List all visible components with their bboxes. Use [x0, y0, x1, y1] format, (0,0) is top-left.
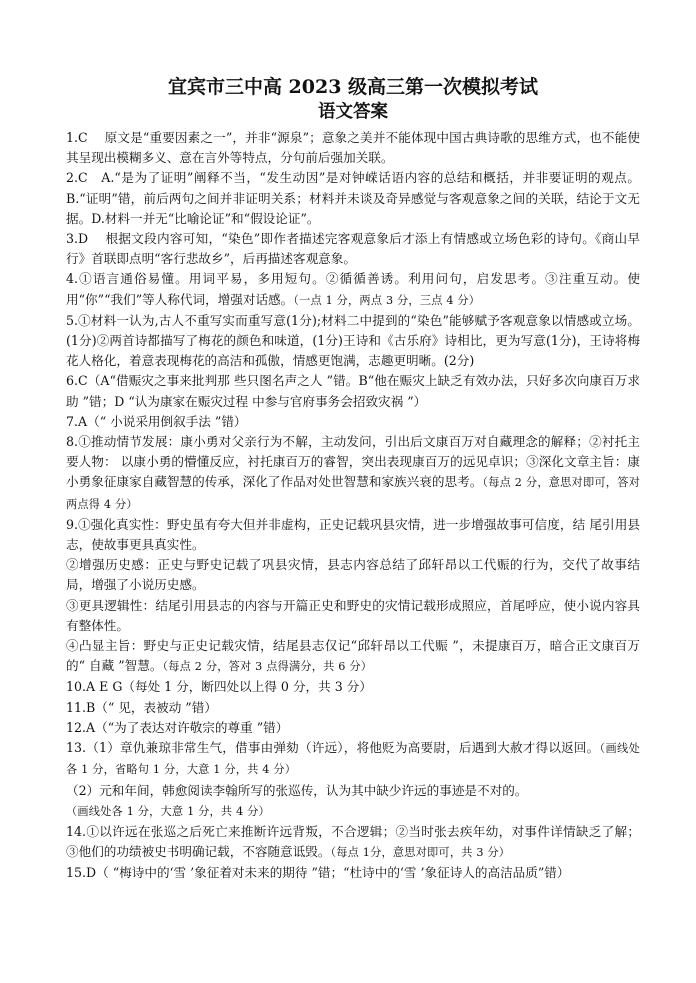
answer-text: 10.A E G（每处 1 分，断四处以上得 0 分，共 3 分） — [66, 679, 372, 695]
answer-q6 — [66, 371, 640, 411]
answer-q4 — [66, 269, 640, 310]
answer-q13-1 — [66, 738, 640, 780]
answer-q7 — [66, 412, 640, 432]
answer-text: ②增强历史感：正史与野史记载了巩县灾情，县志内容总结了邱轩昂以工代赈的行为，交代了故事结局，增强了小说历史感。 — [66, 557, 640, 593]
answer-q3 — [66, 229, 640, 269]
scoring-note: （每点 1分，意思对即可，共 3 分） — [330, 846, 511, 860]
answer-text: 11.B（“ 见，表被动 ”错） — [66, 699, 217, 715]
answer-text: 9.①强化真实性：野史虽有夸大但并非虚构，正史记载巩县灾情，进一步增强故事可信度，结 尾引用县志，使故事更具真实性。 — [66, 516, 640, 553]
answer-text: ④凸显主旨：野史与正史记载灾情，结尾县志仅记“邱轩昂以工代赈 ”，未提康百万，暗合正文康百万的“ 自藏 ”智慧。 — [66, 638, 640, 674]
answer-q9-3 — [66, 596, 640, 636]
answer-text: 6.C（A“借赈灾之事来批判那 些只图名声之人 ”错。B“他在赈灾上缺乏有效办法，只好多次向康百万求助 ”错；D “认为康家在赈灾过程 中参与官府事务会招致灾祸 ”） — [66, 373, 640, 409]
scoring-note: （一点 1 分，两点 3 分，三点 4 分） — [293, 293, 481, 307]
answer-text: （2）元和年间，韩愈阅读李翰所写的张巡传，认为其中缺少许远的事迹是不对的。 — [66, 782, 528, 798]
answer-text: 1.C 原文是“重要因素之一”，并非“源泉”；意象之美并不能体现中国古典诗歌的思维方式，也不能使其呈现出模糊多义、意在言外等特点，分句前后强加关联。 — [66, 130, 640, 166]
answer-q13-2 — [66, 781, 640, 822]
answer-q2 — [66, 168, 640, 229]
scoring-note: （画线处各 1 分，大意 1 分，共 4 分） — [66, 804, 270, 818]
answer-text: 15.D（ “梅诗中的‘雪 ’象征着对未来的期待 ”错；“杜诗中的‘雪 ’象征诗人的高洁品质”错） — [66, 865, 570, 881]
answer-text: 8.①推动情节发展：康小勇对父亲行为不解，主动发问，引出后文康百万对自藏理念的解释；②衬托主要人物： 以康小勇的懵懂反应，衬托康百万的睿智，突出表现康百万的远见卓识；③深化文章主旨：康小勇象征康家自藏智慧的传承，深化了作品对处世智慧和家族兴衰的思考。 — [66, 434, 640, 490]
answer-q14 — [66, 822, 640, 863]
answer-text: 5.①材料一认为,古人不重写实而重写意(1分);材料二中提到的“染色”能够赋予客观意象以情感或立场。(1分)②两首诗都描写了梅花的颜色和味道，(1分)王诗和《古乐府》诗相比，更为写意(1分)，王诗将梅花人格化，着意表现梅花的高洁和孤傲，情感更饱满，志趣更明晰。(2分) — [66, 312, 640, 369]
answer-body — [66, 128, 640, 884]
answer-q10 — [66, 677, 640, 697]
answer-q9-1 — [66, 515, 640, 555]
answer-text: 3.D 根据文段内容可知，“染色”即作者描述完客观意象后才添上有情感或立场色彩的诗句。《商山早行》首联即点明“客行悲故乡”，后再描述客观意象。 — [66, 231, 640, 267]
answer-text: 4.①语言通俗易懂。用词平易，多用短句。②循循善诱。利用问句，启发思考。③注重互动。使用“你”“我们”等人称代词，增强对话感。 — [66, 271, 640, 307]
scoring-note: （每点 2 分，答对 3 点得满分，共 6 分） — [162, 660, 373, 674]
answer-q9-4 — [66, 636, 640, 677]
document-title: 宜宾市三中高 2023 级高三第一次模拟考试 — [167, 76, 539, 98]
answer-text: 7.A（“ 小说采用倒叙手法 ”错） — [66, 413, 247, 429]
answer-text: 12.A（“为了表达对许敬宗的尊重 ”错） — [66, 719, 289, 735]
document-subtitle: 语文答案 — [318, 102, 388, 122]
answer-text: 13.（1）章仇兼琼非常生气，借事由弹劾（许远），将他贬为高要尉，后遇到大赦才得以返回。 — [66, 740, 600, 756]
answer-text: 14.①以许远在张巡之后死亡来推断许远背叛，不合逻辑；②当时张去疾年幼，对事件详情缺乏了解；③他们的功绩被史书明确记载，不容随意诋毁。 — [66, 823, 640, 860]
answer-q5 — [66, 311, 640, 372]
answer-q15 — [66, 863, 640, 883]
answer-q12 — [66, 718, 640, 738]
scoring-note: （画线处各 1 分，省略句 1 分，大意 1 分，共 4 分） — [66, 742, 640, 777]
answer-text: ③更具逻辑性：结尾引用县志的内容与开篇正史和野史的灾情记载形成照应，首尾呼应，使小说内容具有整体性。 — [66, 597, 640, 633]
answer-q11 — [66, 698, 640, 718]
scoring-note: （每点 2 分，意思对即可，答对两点得 4 分） — [66, 476, 640, 511]
answer-q1 — [66, 128, 640, 168]
answer-text: 2.C A.“是为了证明”阐释不当，“发生动因”是对钟嵘话语内容的总结和概括，并非要证明的观点。B.“证明”错，前后两句之间并非证明关系；材料并未谈及奇异感觉与客观意象之间的关联，结论于文无据。D.材料一并无“比喻论证”和“假设论证”。 — [66, 170, 640, 226]
answer-q9-2 — [66, 555, 640, 595]
answer-q8 — [66, 432, 640, 515]
